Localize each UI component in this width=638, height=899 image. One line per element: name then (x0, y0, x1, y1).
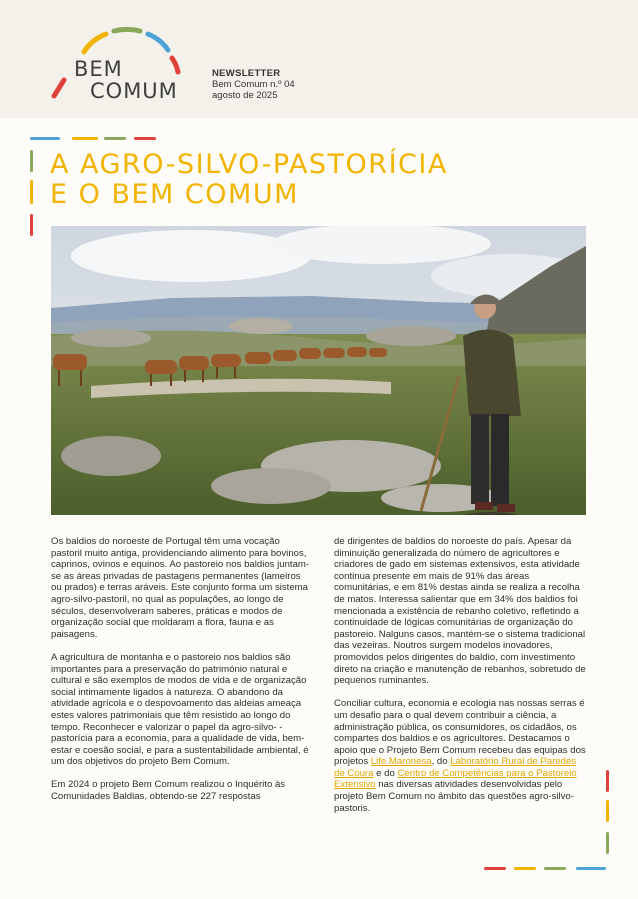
link-laboratorio-rural[interactable]: Laboratório Rural de Paredes de Coura (334, 756, 577, 779)
divider-dash (134, 137, 156, 140)
paragraph: Os baldios do noroeste de Portugal têm uma vocação pastoril muito antiga, providenciando alimento para bovinos, caprinos, ovinos e equinos. Ao pastoreio nos baldios juntam-se as áreas privadas de pastagens permanentes (lameiros ou prados) e terras aráveis. Este conjunto forma um sistema agro-silvo-pastoril, no qual as populações, ao longo de séculos, desenvolveram saberes, práticas e modos de organização social que moldaram a flora, fauna e as paisagens. (51, 536, 310, 640)
paragraph: Em 2024 o projeto Bem Comum realizou o Inquérito às Comunidades Baldias, obtendo-se 227 respostas (51, 779, 286, 803)
divider-dash (544, 867, 566, 870)
divider-dash (30, 214, 33, 236)
logo-text-bem: BEM (74, 57, 123, 81)
title-line-2: E O BEM COMUM (50, 179, 299, 210)
text-column-right (334, 536, 588, 826)
paragraph: A agricultura de montanha e o pastoreio nos baldios são importantes para a preservação do património natural e cultural e são exemplos de modos de vida e de organização social intimamente ligados à natureza. O abandono da atividade agrícola e o despovoamento das aldeias ameaça estes valores patrimoniais que têm resistido ao longo do tempo. Reconhecer e valorizar o papel da agro-silvo- -pastorícia para a economia, para a qualidade de vida, bem-estar e coesão social, e para a sustentabilidade ambiental, é um dos objetivos do projeto Bem Comum. (51, 651, 309, 768)
divider-dash (576, 867, 606, 870)
hero-photo (51, 226, 586, 515)
paragraph-text: nas diversas atividades desenvolvidas pelo projeto Bem Comum no âmbito das questões agro-silvo-pastoris. (334, 779, 574, 814)
divider-dash (104, 137, 126, 140)
divider-dash (514, 867, 536, 870)
divider-dash (606, 770, 609, 792)
divider-dash (30, 137, 60, 140)
divider-dash (606, 832, 609, 854)
issue-number: Bem Comum n.º 04 (212, 79, 295, 90)
title-line-1: A AGRO-SILVO-PASTORÍCIA (50, 149, 448, 180)
paragraph-text: , do (431, 756, 451, 768)
issue-date: agosto de 2025 (212, 90, 278, 101)
text-column-left (51, 536, 313, 814)
paragraph-text: e do (373, 767, 398, 779)
header-band (0, 0, 638, 118)
divider-dash (72, 137, 98, 140)
page-title (50, 150, 448, 210)
paragraph-text: Conciliar cultura, economia e ecologia nas nossas serras é um desafio para o qual devem contribuir a ciência, a administração pública, os consumidores, os cidadãos, os compartes dos baldios e os agricultores. Destacamos o apoio que o Projeto Bem Comum recebeu das equipas dos projetos (334, 698, 586, 768)
divider-dash (30, 180, 33, 204)
paragraph-with-links (334, 698, 588, 814)
logo-text-comum: COMUM (90, 79, 178, 103)
newsletter-info (212, 68, 295, 101)
newsletter-label: NEWSLETTER (212, 68, 281, 79)
link-centro-competencias[interactable]: Centro de Competências para o Pastoreio Extensivo (334, 767, 577, 791)
divider-dash (606, 800, 609, 822)
divider-dash (30, 150, 33, 172)
link-life-maronesa[interactable]: Life Maronesa (370, 756, 432, 768)
paragraph: de dirigentes de baldios do noroeste do país. Apesar da diminuição generalizada do número de agricultores e criadores de gado em sistemas extensivos, esta atividade continua presente em mais de 91% das áreas comunitárias, e em 81% destas ainda se realiza a recolha de matos. Interessa salientar que em 34% dos baldios foi mencionada a existência de rebanho coletivo, refletindo a continuidade de lógicas comunitárias de organização do pastoreio. Nalguns casos, mantém-se o sistema tradicional das vezeiras. Noutros surgem modelos inovadores, promovidos pelos dirigentes do baldio, com investimento direto na criação e manutenção de rebanhos, sobretudo de pequenos ruminantes. (334, 536, 586, 687)
divider-dash (484, 867, 506, 870)
bem-comum-logo[interactable] (44, 22, 194, 106)
